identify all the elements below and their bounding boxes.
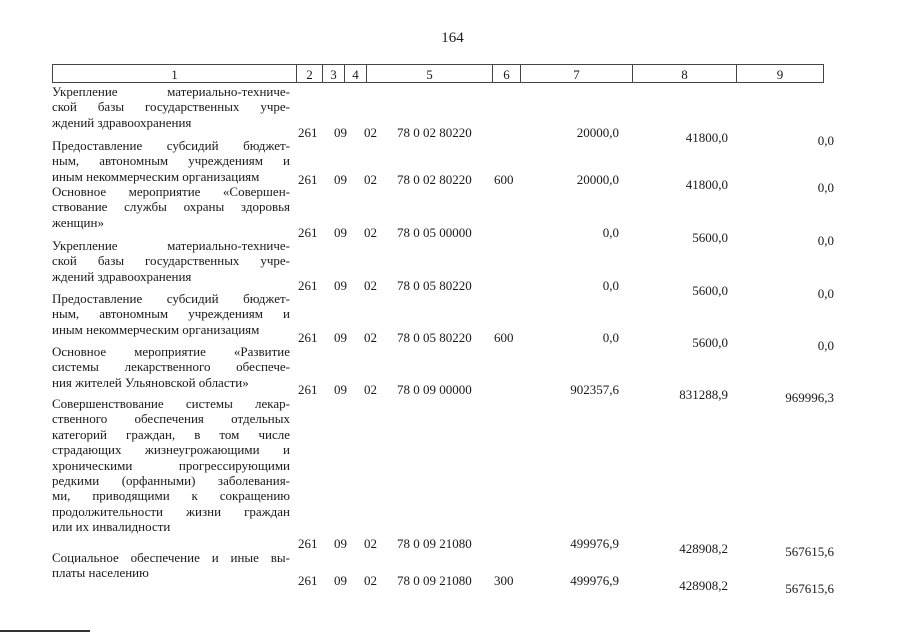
description-line: ным, автономным учреждениям и (52, 153, 290, 169)
cell-c3: 09 (334, 125, 347, 140)
cell-c3: 09 (334, 225, 347, 240)
cell-c6: 300 (494, 573, 514, 588)
cell-c4: 02 (364, 573, 377, 588)
row-description (52, 184, 290, 230)
cell-c8: 5600,0 (692, 283, 728, 298)
description-line: ственного обеспечения отдельных (52, 411, 290, 427)
page-number: 164 (441, 30, 464, 46)
cell-c8: 5600,0 (692, 335, 728, 350)
table-header (52, 64, 824, 85)
cell-c5: 78 0 09 00000 (397, 382, 472, 397)
cell-c5: 78 0 09 21080 (397, 536, 472, 551)
description-line: Основное мероприятие «Развитие (52, 344, 290, 359)
cell-c2: 261 (298, 225, 318, 240)
description-line: иным некоммерческим организациям (52, 168, 260, 184)
cell-c4: 02 (364, 125, 377, 140)
cell-c5: 78 0 05 80220 (397, 278, 472, 293)
row-description (52, 344, 290, 390)
description-line: или их инвалидности (52, 519, 171, 535)
cell-c4: 02 (364, 382, 377, 397)
description-line: ствование службы охраны здоровья (52, 199, 290, 215)
description-line: ждений здравоохранения (52, 114, 192, 130)
cell-c4: 02 (364, 536, 377, 551)
cell-c5: 78 0 05 80220 (397, 330, 472, 345)
cell-c4: 02 (364, 278, 377, 293)
cell-c9: 567615,6 (785, 581, 834, 596)
description-line: системы лекарственного обеспече- (52, 359, 290, 375)
cell-c2: 261 (298, 536, 318, 551)
cell-c6: 600 (494, 330, 514, 345)
row-description (52, 550, 290, 581)
cell-c5: 78 0 02 80220 (397, 125, 472, 140)
cell-c2: 261 (298, 278, 318, 293)
cell-c5: 78 0 02 80220 (397, 172, 472, 187)
row-description (52, 238, 290, 284)
header-col-8: 8 (632, 64, 736, 83)
cell-c7: 0,0 (602, 278, 619, 293)
description-line: ным, автономным учреждениям и (52, 306, 290, 322)
description-line: страдающих жизнеугрожающими и (52, 442, 290, 458)
cell-c3: 09 (334, 278, 347, 293)
description-line: иным некоммерческим организациям (52, 321, 260, 337)
cell-c9: 969996,3 (785, 390, 834, 405)
header-col-2: 2 (296, 64, 322, 83)
description-line: Совершенствование системы лекар- (52, 396, 290, 411)
cell-c5: 78 0 09 21080 (397, 573, 472, 588)
cell-c8: 428908,2 (679, 541, 728, 556)
cell-c2: 261 (298, 125, 318, 140)
cell-c9: 0,0 (817, 180, 834, 195)
cell-c8: 41800,0 (685, 130, 728, 145)
cell-c9: 0,0 (817, 233, 834, 248)
cell-c6: 600 (494, 172, 514, 187)
cell-c8: 5600,0 (692, 230, 728, 245)
cell-c5: 78 0 05 00000 (397, 225, 472, 240)
description-line: ми, приводящими к сокращению (52, 488, 290, 504)
description-line: Социальное обеспечение и иные вы- (52, 550, 290, 565)
description-line: категорий граждан, в том числе (52, 426, 290, 442)
cell-c3: 09 (334, 330, 347, 345)
header-col-4: 4 (344, 64, 366, 83)
cell-c7: 0,0 (602, 330, 619, 345)
cell-c2: 261 (298, 573, 318, 588)
footnote-rule (0, 630, 90, 632)
row-description (52, 396, 290, 535)
row-description (52, 291, 290, 337)
cell-c7: 499976,9 (570, 573, 619, 588)
cell-c7: 902357,6 (570, 382, 619, 397)
description-line: Предоставление субсидий бюджет- (52, 291, 290, 306)
cell-c7: 499976,9 (570, 536, 619, 551)
cell-c9: 0,0 (817, 338, 834, 353)
description-line: редкими (орфанными) заболевания- (52, 473, 290, 489)
header-col-7: 7 (520, 64, 632, 83)
cell-c9: 0,0 (817, 133, 834, 148)
description-line: ния жителей Ульяновской области» (52, 374, 249, 390)
cell-c7: 20000,0 (576, 125, 619, 140)
header-col-3: 3 (322, 64, 344, 83)
cell-c9: 0,0 (817, 286, 834, 301)
description-line: Укрепление материально-техниче- (52, 84, 290, 99)
description-line: хроническими прогрессирующими (52, 457, 290, 473)
cell-c8: 428908,2 (679, 578, 728, 593)
cell-c2: 261 (298, 172, 318, 187)
description-line: Основное мероприятие «Совершен- (52, 184, 290, 199)
cell-c7: 0,0 (602, 225, 619, 240)
header-col-5: 5 (366, 64, 492, 83)
header-col-9: 9 (736, 64, 824, 83)
cell-c4: 02 (364, 172, 377, 187)
description-line: женщин» (52, 214, 104, 230)
description-line: Предоставление субсидий бюджет- (52, 138, 290, 153)
description-line: платы населению (52, 565, 149, 581)
cell-c3: 09 (334, 382, 347, 397)
header-col-6: 6 (492, 64, 520, 83)
description-line: Укрепление материально-техниче- (52, 238, 290, 253)
cell-c2: 261 (298, 330, 318, 345)
description-line: продолжительности жизни граждан (52, 503, 290, 519)
row-description (52, 84, 290, 130)
cell-c3: 09 (334, 573, 347, 588)
cell-c3: 09 (334, 172, 347, 187)
description-line: ской базы государственных учре- (52, 253, 290, 269)
description-line: ждений здравоохранения (52, 268, 192, 284)
cell-c8: 41800,0 (685, 177, 728, 192)
description-line: ской базы государственных учре- (52, 99, 290, 115)
row-description (52, 138, 290, 184)
cell-c3: 09 (334, 536, 347, 551)
cell-c4: 02 (364, 225, 377, 240)
header-col-1: 1 (52, 64, 296, 83)
cell-c4: 02 (364, 330, 377, 345)
cell-c9: 567615,6 (785, 544, 834, 559)
cell-c8: 831288,9 (679, 387, 728, 402)
cell-c7: 20000,0 (576, 172, 619, 187)
cell-c2: 261 (298, 382, 318, 397)
